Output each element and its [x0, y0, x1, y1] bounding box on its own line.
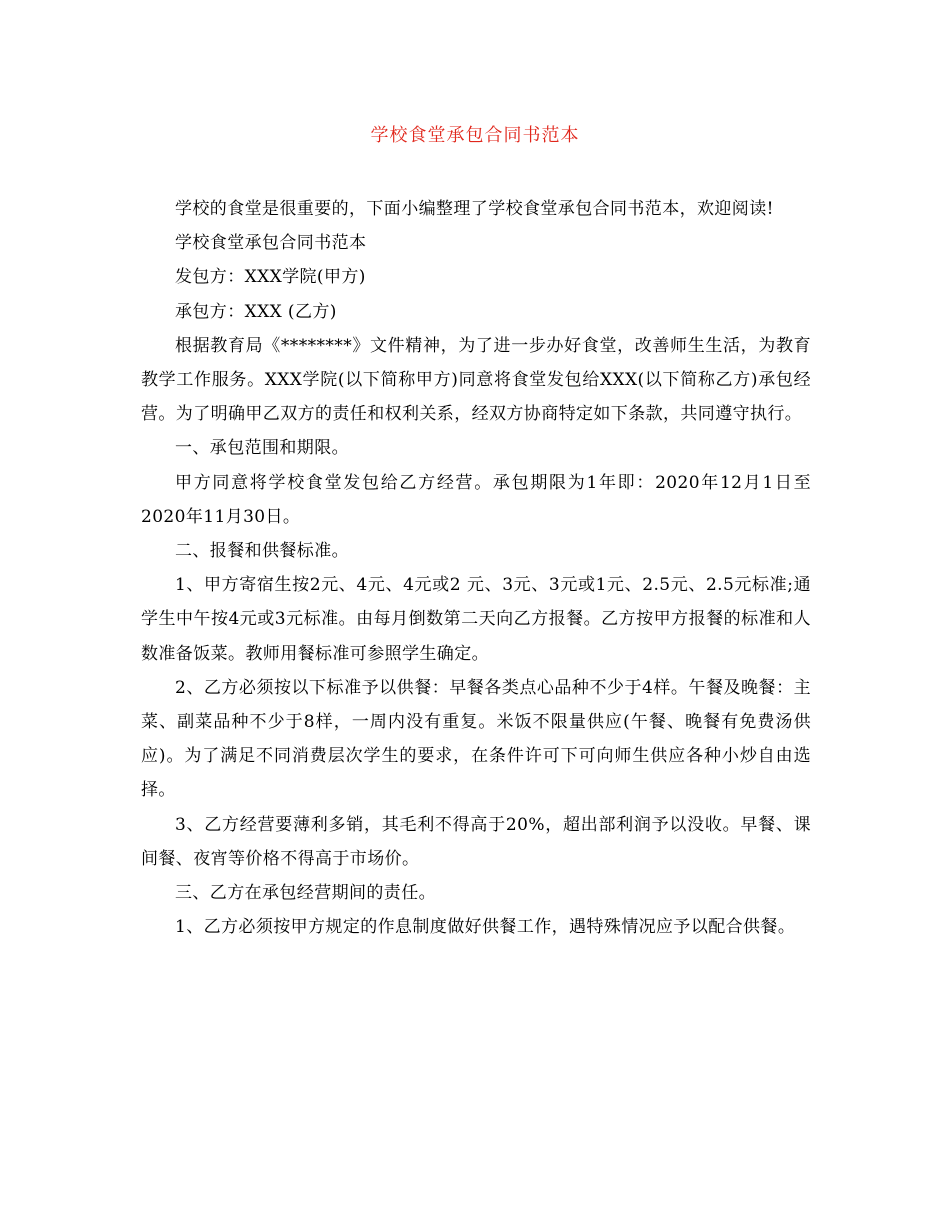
- paragraph-preamble: 根据教育局《********》文件精神，为了进一步办好食堂，改善师生生活，为教育教学工作服务。XXX学院(以下简称甲方)同意将食堂发包给XXX(以下简称乙方)承包经营。为了明确甲乙双方的责任和权利关系，经双方协商特定如下条款，共同遵守执行。: [141, 335, 811, 425]
- paragraph-party-b: 承包方：XXX (乙方): [175, 301, 337, 322]
- paragraph-party-a: 发包方：XXX学院(甲方): [175, 267, 366, 288]
- paragraph-subtitle: 学校食堂承包合同书范本: [175, 233, 367, 254]
- paragraph-item-2-3: 3、乙方经营要薄利多销，其毛利不得高于20%，超出部利润予以没收。早餐、课间餐、夜宵等价格不得高于市场价。: [141, 814, 811, 869]
- section-heading-1: 一、承包范围和期限。: [175, 438, 349, 459]
- paragraph-term: 甲方同意将学校食堂发包给乙方经营。承包期限为1年即：2020年12月1日至2020年11月30日。: [141, 472, 811, 527]
- section-heading-2: 二、报餐和供餐标准。: [175, 541, 349, 562]
- paragraph-item-3-1: 1、乙方必须按甲方规定的作息制度做好供餐工作，遇特殊情况应予以配合供餐。: [175, 917, 796, 938]
- paragraph-item-2-1: 1、甲方寄宿生按2元、4元、4元或2 元、3元、3元或1元、2.5元、2.5元标准;通学生中午按4元或3元标准。由每月倒数第二天向乙方报餐。乙方按甲方报餐的标准和人数准备饭菜。教师用餐标准可参照学生确定。: [141, 575, 811, 664]
- paragraph-intro: 学校的食堂是很重要的，下面小编整理了学校食堂承包合同书范本，欢迎阅读!: [175, 199, 774, 219]
- document-body: [141, 192, 811, 944]
- document-title: 学校食堂承包合同书范本: [370, 125, 580, 146]
- paragraph-item-2-2: 2、乙方必须按以下标准予以供餐：早餐各类点心品种不少于4样。午餐及晚餐：主菜、副菜品种不少于8样，一周内没有重复。米饭不限量供应(午餐、晚餐有免费汤供应)。为了满足不同消费层次学生的要求，在条件许可下可向师生供应各种小炒自由选择。: [141, 677, 811, 801]
- section-heading-3: 三、乙方在承包经营期间的责任。: [175, 883, 436, 904]
